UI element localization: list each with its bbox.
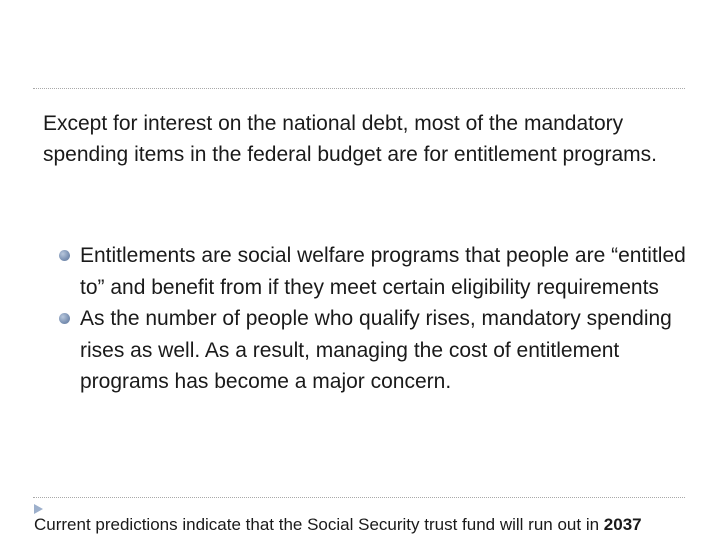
triangle-marker-icon	[34, 504, 43, 514]
bullet-text: As the number of people who qualify rises, mandatory spending rises as well. As a result, managing the cost of entitlement programs has become a major concern.	[80, 307, 672, 393]
bullet-list	[58, 240, 698, 398]
bullet-text: Entitlements are social welfare programs that people are “entitled to” and benefit from if they meet certain eligibility requirements	[80, 244, 686, 299]
bullet-dot-icon	[59, 250, 70, 261]
footnote	[34, 515, 720, 535]
footnote-year: 2037	[603, 515, 642, 534]
bottom-divider	[33, 497, 685, 498]
bullet-item-entitlements	[58, 240, 698, 303]
footnote-text: Current predictions indicate that the Social Security trust fund will run out in	[34, 515, 604, 534]
bullet-item-mandatory-spending	[58, 303, 698, 398]
intro-paragraph: Except for interest on the national debt, most of the mandatory spending items in the federal budget are for entitlement programs.	[43, 112, 658, 166]
top-divider	[33, 88, 685, 89]
bullet-dot-icon	[59, 313, 70, 324]
